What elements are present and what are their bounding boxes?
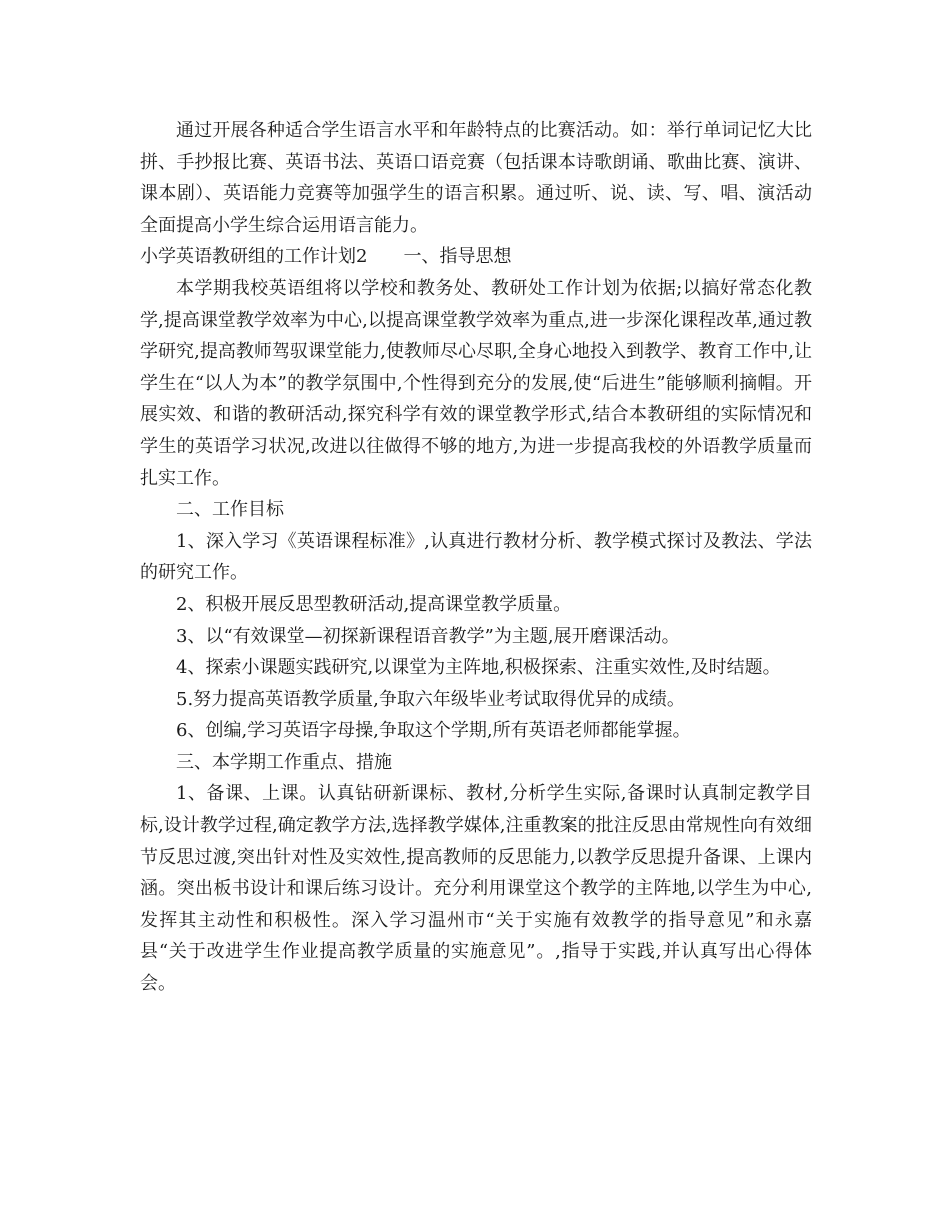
measure-item-1: 1、备课、上课。认真钻研新课标、教材,分析学生实际,备课时认真制定教学目标,设计教学过程,确定教学方法,选择教学媒体,注重教案的批注反思由常规性向有效细节反思过渡,突出针对性及实效性,提高教师的反思能力,以教学反思提升备课、上课内涵。突出板书设计和课后练习设计。充分利用课堂这个教学的主阵地,以学生为中心,发挥其主动性和积极性。深入学习温州市“关于实施有效教学的指导意见”和永嘉县“关于改进学生作业提高教学质量的实施意见”。,指导于实践,并认真写出心得体会。: [140, 783, 812, 995]
document-page: [140, 115, 812, 1000]
goal-item-6: 6、创编,学习英语字母操,争取这个学期,所有英语老师都能掌握。: [176, 720, 691, 742]
goal-item-1: 1、深入学习《英语课程标准》,认真进行教材分析、教学模式探讨及教法、学法的研究工作。: [140, 530, 812, 584]
paragraph-guiding-thought: 本学期我校英语组将以学校和教务处、教研处工作计划为依据;以搞好常态化教学,提高课堂教学效率为中心,以提高课堂教学效率为重点,进一步深化课程改革,通过教学研究,提高教师驾驭课堂能力,使教师尽心尽职,全身心地投入到教学、教育工作中,让学生在“以人为本”的教学氛围中,个性得到充分的发展,使“后进生”能够顺利摘帽。开展实效、和谐的教研活动,探究科学有效的课堂教学形式,结合本教研组的实际情况和学生的英语学习状况,改进以往做得不够的地方,为进一步提高我校的外语教学质量而扎实工作。: [140, 277, 812, 489]
guiding-thought-heading: 一、指导思想: [403, 246, 512, 268]
paragraph-competitions: 通过开展各种适合学生语言水平和年龄特点的比赛活动。如：举行单词记忆大比拼、手抄报比赛、英语书法、英语口语竞赛（包括课本诗歌朗诵、歌曲比赛、演讲、课本剧）、英语能力竞赛等加强学生的语言积累。通过听、说、读、写、唱、演活动全面提高小学生综合运用语言能力。: [140, 120, 812, 236]
key-measures-heading: 三、本学期工作重点、措施: [176, 751, 392, 773]
goal-item-5: 5.努力提高英语教学质量,争取六年级毕业考试取得优异的成绩。: [176, 688, 685, 710]
goal-item-3: 3、以“有效课堂—初探新课程语音教学”为主题,展开磨课活动。: [176, 625, 680, 647]
work-goals-heading: 二、工作目标: [176, 499, 284, 521]
goal-item-2: 2、积极开展反思型教研活动,提高课堂教学质量。: [176, 593, 572, 615]
plan-title: 小学英语教研组的工作计划2: [140, 246, 368, 268]
section-heading: [140, 241, 812, 273]
goal-item-4: 4、探索小课题实践研究,以课堂为主阵地,积极探索、注重实效性,及时结题。: [176, 657, 781, 679]
